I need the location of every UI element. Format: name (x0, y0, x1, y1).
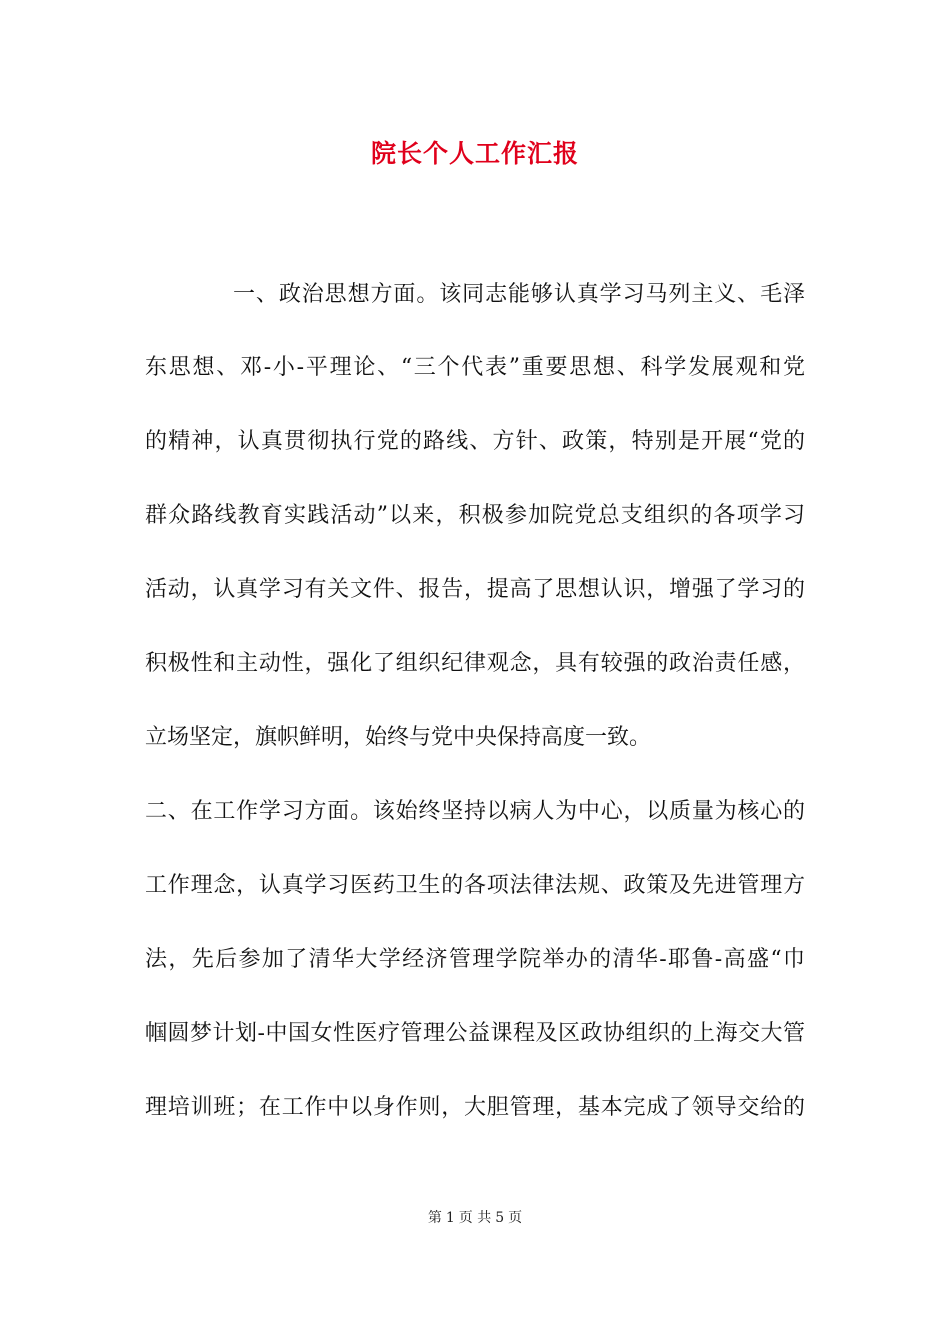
page-footer (0, 1208, 950, 1228)
body-line-8: 二、在工作学习方面。该始终坚持以病人为中心，以质量为核心的 (145, 799, 805, 824)
body-line-5: 活动，认真学习有关文件、报告，提高了思想认识，增强了学习的 (145, 577, 805, 602)
body-line-11: 帼圆梦计划-中国女性医疗管理公益课程及区政协组织的上海交大管 (145, 1021, 805, 1046)
body-line-6: 积极性和主动性，强化了组织纪律观念，具有较强的政治责任感， (145, 651, 805, 676)
body-line-1: 一、政治思想方面。该同志能够认真学习马列主义、毛泽 (233, 282, 805, 307)
body-line-3: 的精神，认真贯彻执行党的路线、方针、政策，特别是开展“党的 (145, 429, 805, 454)
footer-prefix: 第 (427, 1210, 442, 1226)
body-line-12: 理培训班；在工作中以身作则，大胆管理，基本完成了领导交给的 (145, 1095, 805, 1120)
body-line-4: 群众路线教育实践活动”以来，积极参加院党总支组织的各项学习 (145, 503, 805, 528)
body-line-9: 工作理念，认真学习医药卫生的各项法律法规、政策及先进管理方 (145, 873, 805, 898)
page-title: 院长个人工作汇报 (370, 139, 579, 168)
footer-current-page: 1 (445, 1210, 455, 1226)
footer-suffix: 页 (508, 1210, 523, 1226)
footer-total-pages: 5 (495, 1210, 505, 1226)
footer-middle: 页 共 (458, 1210, 492, 1226)
body-line-7: 立场坚定，旗帜鲜明，始终与党中央保持高度一致。 (145, 725, 652, 750)
body-line-2: 东思想、邓-小-平理论、“三个代表”重要思想、科学发展观和党 (145, 355, 805, 380)
body-line-10: 法，先后参加了清华大学经济管理学院举办的清华-耶鲁-高盛“巾 (145, 947, 805, 972)
